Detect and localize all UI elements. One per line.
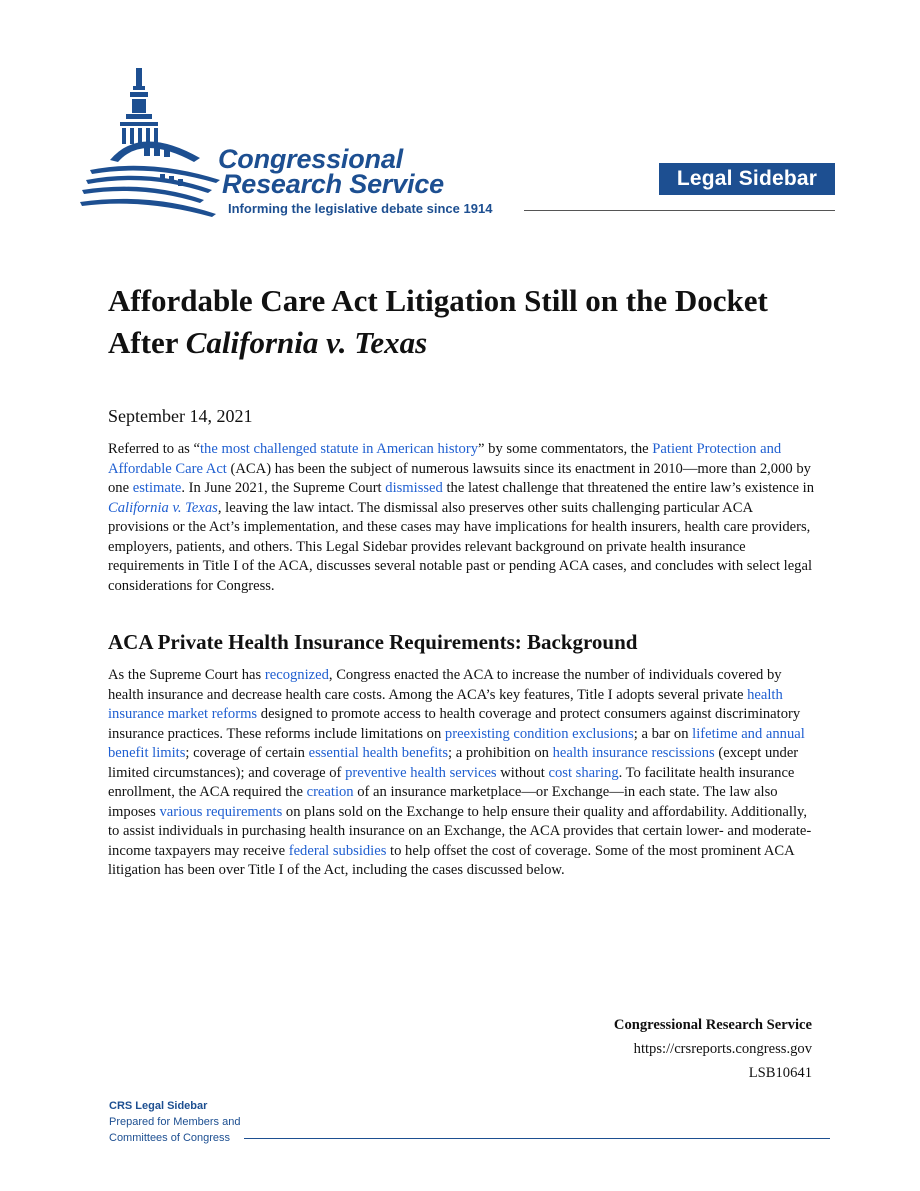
header-rule xyxy=(524,210,835,211)
brand-tagline: Informing the legislative debate since 1914 xyxy=(228,201,493,216)
brand-name-line2: Research Service xyxy=(222,169,444,199)
inline-link[interactable]: the most challenged statute in American history xyxy=(199,441,479,457)
inline-link[interactable]: health insurance rescissions xyxy=(552,745,715,761)
paragraph-text: , Congress enacted the ACA to increase the number of individuals covered by health insurance and decrease health care costs. Among the ACA’s key features, Title I adopts several private xyxy=(108,667,782,703)
inline-link[interactable]: Patient Protection and Affordable Care Act xyxy=(108,441,782,477)
paragraph-text: the latest challenge that threatened the entire law’s existence in xyxy=(442,480,815,496)
section-heading: ACA Private Health Insurance Requirements: Background xyxy=(108,630,638,654)
inline-link[interactable]: federal subsidies xyxy=(288,842,387,859)
paragraph-text: on plans sold on the Exchange to help ensure their quality and affordability. Additionally, to assist individuals in purchasing health insurance on an Exchange, the ACA provides that certain lower- and moderate-income taxpayers may receive xyxy=(108,803,812,859)
legal-sidebar-badge: Legal Sidebar xyxy=(659,163,835,195)
bottom-label-line2: Prepared for Members and xyxy=(109,1116,241,1128)
bottom-label-line3: Committees of Congress xyxy=(109,1132,231,1144)
paragraph-text: ; coverage of certain xyxy=(185,745,309,761)
inline-link[interactable]: dismissed xyxy=(385,480,443,496)
paragraph-text: ; a prohibition on xyxy=(448,745,553,761)
footer-org: Congressional Research Service xyxy=(613,1017,812,1033)
inline-link[interactable]: preventive health services xyxy=(345,764,497,781)
page-title xyxy=(108,280,818,364)
paragraph-text: . In June 2021, the Supreme Court xyxy=(181,480,386,496)
paragraph-text: , leaving the law intact. The dismissal also preserves other suits challenging particular ACA provisions or the Act’s implementation, and these cases may have implications for health insurers, health care providers, employers, patients, and others. This Legal Sidebar provides relevant background on private health insurance requirements in Title I of the ACA, discusses several notable past or pending ACA cases, and concludes with select legal considerations for Congress. xyxy=(108,499,813,594)
title-main: Affordable Care Act Litigation Still on the Docket After xyxy=(108,283,768,360)
bottom-label xyxy=(109,1098,240,1146)
inline-link[interactable]: essential health benefits xyxy=(308,745,448,761)
inline-link[interactable]: cost sharing xyxy=(548,764,619,781)
brand-name-line1: Congressional xyxy=(218,144,403,174)
paragraph-text: . To facilitate health insurance enrollment, the ACA required the xyxy=(108,764,795,800)
paragraph-text: to help offset the cost of coverage. Some of the most prominent ACA litigation has been over Title I of the Act, including the cases discussed below. xyxy=(108,842,794,878)
paragraph-text: Referred to as “ xyxy=(108,441,200,457)
title-case-name: California v. Texas xyxy=(185,325,428,360)
paragraph-text: (ACA) has been the subject of numerous lawsuits since its enactment in 2010—more than 2,000 by one xyxy=(108,460,811,496)
paragraph-text: designed to promote access to health coverage and protect consumers against discriminatory insurance practices. These reforms include limitations on xyxy=(108,706,801,742)
paragraph-text: (except under limited circumstances); and coverage of xyxy=(108,745,799,781)
inline-link[interactable]: preexisting condition exclusions xyxy=(444,725,634,742)
footer-block xyxy=(614,1013,812,1085)
inline-link[interactable]: health insurance market reforms xyxy=(108,686,783,722)
paragraph-text: without xyxy=(496,764,549,781)
bottom-label-line1: CRS Legal Sidebar xyxy=(109,1100,208,1112)
bottom-rule xyxy=(244,1138,830,1139)
inline-link[interactable]: creation xyxy=(306,784,354,800)
paragraph-text: of an insurance marketplace—or Exchange—in each state. The law also imposes xyxy=(108,784,778,820)
footer-code: LSB10641 xyxy=(748,1065,812,1081)
inline-link[interactable]: lifetime and annual benefit limits xyxy=(108,725,805,761)
inline-link[interactable]: estimate xyxy=(132,480,182,496)
inline-link[interactable]: California v. Texas xyxy=(108,499,218,516)
publication-date: September 14, 2021 xyxy=(108,406,253,426)
background-paragraph xyxy=(108,666,814,881)
paragraph-text: ” by some commentators, the xyxy=(478,441,653,457)
intro-paragraph xyxy=(108,440,814,596)
inline-link[interactable]: recognized xyxy=(264,667,329,683)
inline-link[interactable]: various requirements xyxy=(159,803,283,820)
paragraph-text: As the Supreme Court has xyxy=(108,667,265,683)
footer-url[interactable]: https://crsreports.congress.gov xyxy=(633,1041,812,1057)
paragraph-text: ; a bar on xyxy=(633,725,693,742)
